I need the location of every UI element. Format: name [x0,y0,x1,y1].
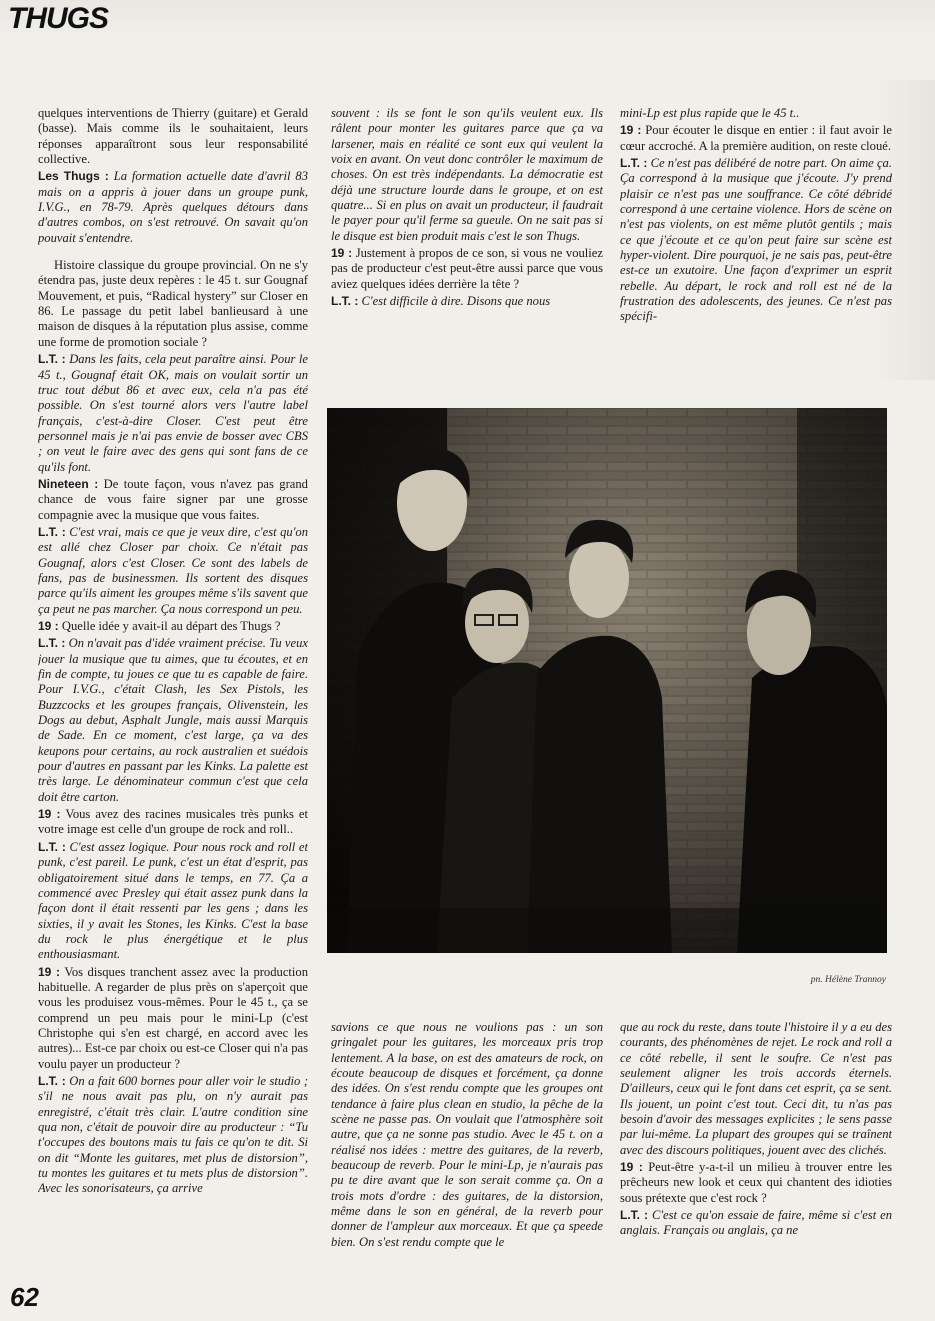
section-title: THUGS [8,2,108,35]
paragraph-text: Histoire classique du groupe provincial. On ne s'y étendra pas, juste deux repères : le 45 t. sur Gougnaf Mouvement, et puis, “Radical hystery” sur Closer en 86. Le passage du petit label banlieusard à une maison de disques à la réputation plus assise, comme une forme de promotion sociale ? [38,258,308,349]
speaker-label: L.T. : [38,636,66,651]
photo-credit: pn. Hélène Trannoy [810,975,886,985]
speaker-label: L.T. : [38,352,66,367]
paragraph [620,1208,892,1239]
speaker-label: 19 : [331,246,353,261]
paragraph [38,965,308,1072]
paragraph [38,258,308,350]
paragraph-text: Quelle idée y avait-il au départ des Thugs ? [61,619,281,633]
paragraph [38,807,308,838]
paragraph-text: On n'avait pas d'idée vraiment précise. Tu veux jouer la musique que tu aimes, que tu écoutes, et en fin de compte, tu joues ce que tu es capable de faire. Pour I.V.G., c'était Clash, les Sex Pistols, les Buzzcocks et les groupes français, Olivenstein, les Dogs au debut, Asphalt Jungle, mais aussi Marquis de Sade. En ce moment, c'est large, ça va des keupons pour certains, au rock australien et suédois pour d'autres en passant par les Kinks. La palette est très large. Le dénominateur commun c'est que cela doit être carton. [38,636,308,804]
paragraph [38,106,308,167]
paragraph-text: Vous avez des racines musicales très punks et votre image est celle d'un groupe de rock and roll.. [38,807,308,837]
paragraph-text: Peut-être y-a-t-il un milieu à trouver entre les prêcheurs new look et ceux qui chantent des idioties sous prétexte que c'est rock ? [620,1160,892,1205]
paragraph [331,246,603,292]
paragraph [38,169,308,246]
band-photo-illustration [327,408,887,953]
paragraph-text: savions ce que nous ne voulions pas : un son gringalet pour les guitares, les morceaux pris trop lentement. A la base, on est des amateurs de rock, on écoute beaucoup de disques et forcément, ça donne des idées. On s'est rendu compte que les groupes ont tendance à faire plus clean en studio, la pêche de la scène ne passe pas. On voulait que l'atmosphère soit autre, que ça ne sonne pas studio. Avec le 45 t. on a réalisé nos idées : mettre des guitares, de la reverb, beaucoup de reverb. Pour le mini-Lp, je n'aurais pas pu te dire avant que le son serait comme ça. On a trois mots d'ordre : des guitares, de la distorsion, même dans le son en général, de la reverb pour donner de l'ampleur aux morceaux. Et que ça speede bien. On s'est rendu compte que le [331,1020,603,1249]
paragraph [38,352,308,475]
paragraph [620,1160,892,1206]
paragraph [38,1074,308,1197]
paragraph [620,156,892,325]
speaker-label: L.T. : [331,294,359,309]
paragraph [620,106,892,121]
paragraph-text: Ce n'est pas délibéré de notre part. On aime ça. Ça correspond à la musique que j'écoute. J'y prend plaisir ce n'est pas une souffrance. Ce côté débridé correspond à une certaine violence. Hors de scène on n'est pas violents, on est même plutôt gentils ; mais ce que j'écoute et ce qu'on peut faire sur scène est hyper-violent. Dire pourquoi, je ne sais pas, peut-être est-ce un exutoire. Une façon d'exprimer un esprit rebelle. Au départ, le rock and roll est né de la frustration des adolescents, des jeunes. Ce n'est pas spécifi- [620,156,892,324]
speaker-label: Les Thugs : [38,169,109,184]
speaker-label: 19 : [38,964,61,979]
paragraph [331,1020,603,1250]
paragraph [620,1020,892,1158]
paragraph-text: souvent : ils se font le son qu'ils veulent eux. Ils râlent pour monter les guitares parce que ça va larsener, mais en réalité ce sont eux qui veulent la voix en avant. On veut donc contrôler le maximum de choses. On est très indépendants. La démocratie est déjà une structure lourde dans le groupe, et on est quatre... Si en plus on avait un producteur, il faudrait le payer pour qu'il ferme sa gueule. On ne sait pas si le disque est bien produit mais c'est le son Thugs. [331,106,603,243]
speaker-label: 19 : [620,1160,643,1175]
page-number: 62 [10,1282,39,1312]
paragraph-text: C'est ce qu'on essaie de faire, même si c'est en anglais. Français ou anglais, ça ne [620,1208,892,1238]
paragraph-text: mini-Lp est plus rapide que le 45 t.. [620,106,800,120]
speaker-label: 19 : [38,807,61,822]
paragraph-text: Vos disques tranchent assez avec la production habituelle. A regarder de plus près on s'aperçoit que vous les produisez vous-mêmes. Pour le 45 t., ça se comprend un peu mais pour le mini-Lp (c'est Christophe qui s'en est chargé, en accord avec les autres)... Est-ce par choix ou est-ce Closer qui n'a pas voulu payer un producteur ? [38,964,308,1071]
header-band [0,0,935,42]
paragraph-text: quelques interventions de Thierry (guitare) et Gerald (basse). Mais comme ils le souhaitaient, leurs réponses apparaîtront sous leur responsabilité collective. [38,106,308,167]
paragraph [38,840,308,963]
paragraph-text: C'est assez logique. Pour nous rock and roll et punk, c'est pareil. Le punk, c'est un état d'esprit, pas obligatoirement situé dans le temps, en 77. Ça a commencé avec Presley qui était assez punk dans la façon dont il était ressenti par les gens ; dans les sixties, il y avait les Stones, les Kinks. C'est la base du rock le plus énergétique et le plus enthousiasmant. [38,839,308,962]
speaker-label: L.T. : [38,524,66,539]
speaker-label: 19 : [38,619,59,633]
article-column-5 [620,1020,892,1272]
article-column-4 [331,1020,603,1272]
paragraph-text: Justement à propos de ce son, si vous ne vouliez pas de producteur c'est peut-être aussi parce que vous aviez quelques idées derrière la tête ? [331,246,603,291]
article-column-1 [38,106,308,1281]
article-column-2 [331,106,603,354]
paragraph [38,619,308,634]
speaker-label: L.T. : [620,156,648,171]
paragraph-text: C'est vrai, mais ce que je veux dire, c'est qu'on est allé chez Closer par choix. Ce n'était pas Gougnaf, alors c'est Closer. Ce sont des labels de fans, pas de businessmen. Ils sortent des disques parce qu'ils aiment les groupes même s'ils savent que ça peut ne pas marcher. Ça nous correspond un peu. [38,524,308,616]
paragraph-text: On a fait 600 bornes pour aller voir le studio ; s'il ne nous avait pas plu, on n'y aurait pas enregistré, c'était très clair. L'autre condition sine qua non, c'était de pouvoir dire au producteur : “Tu t'occupes des boutons mais tu fais ce qu'on te dit. Si on dit “Monte les guitares, met plus de distorsion”, tu montes les guitares et tu mets plus de distorsion”. Avec les sonorisateurs, ça arrive [38,1073,308,1196]
paragraph-text: que au rock du reste, dans toute l'histoire il y a eu des courants, des phénomènes de rejet. Le rock and roll a ce côté rebelle, il sent le soufre. Ce n'est pas seulement aligner les trois accords éternels. D'ailleurs, ceux qui le font dans cet esprit, ça se sent. Ils jouent, un point c'est tout. Ceci dit, tu n'as pas besoin d'avoir des messages explicites ; le sens passe par lui-même. La plupart des groupes qui se traînent avec des discours politiques, jouent avec des clichés. [620,1020,892,1157]
paragraph-text: La formation actuelle date d'avril 83 mais on a appris à jouer dans un groupe punk, I.V.G., en 78-79. Après quelques détours dans d'autres combos, on s'est retrouvé. On savait qu'on pouvait s'entendre. [38,169,308,245]
paragraph [38,636,308,805]
paragraph [331,294,603,309]
speaker-label: L.T. : [620,1208,649,1223]
paragraph [620,123,892,154]
article-column-3 [620,106,892,368]
speaker-label: L.T. : [38,1073,66,1088]
paragraph [331,106,603,244]
paragraph-text: C'est difficile à dire. Disons que nous [361,294,551,309]
band-photo [327,408,887,953]
speaker-label: Nineteen : [38,476,99,491]
paragraph-text: Dans les faits, cela peut paraître ainsi. Pour le 45 t., Gougnaf était OK, mais on voulait sortir un truc tout début 86 et avec eux, cela n'a pas été possible. On s'est tourné alors vers l'autre label français, c'est-à-dire Closer. C'est peut être personnel mais je n'ai pas envie de bosser avec CBS ; on veut le faire avec des gens qui sont fans de ce qu'ils font. [38,352,308,474]
paragraph-text: De toute façon, vous n'avez pas grand chance de vous faire signer par une grosse compagnie avec la musique que vous faites. [38,476,308,522]
speaker-label: 19 : [620,123,642,138]
speaker-label: L.T. : [38,839,66,854]
paragraph [38,477,308,523]
paragraph [38,525,308,617]
paragraph-text: Pour écouter le disque en entier : il faut avoir le cœur accroché. A la première audition, on reste cloué. [620,123,892,153]
